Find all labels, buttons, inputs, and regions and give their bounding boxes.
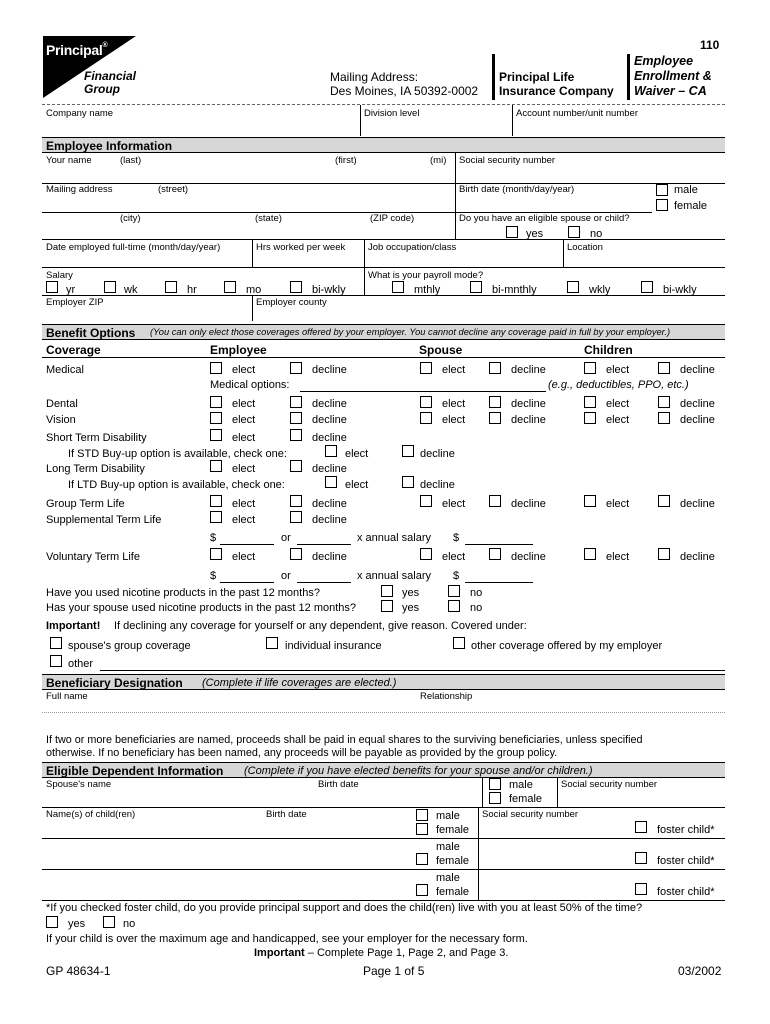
stl-amount-line[interactable]	[220, 544, 274, 545]
elect-label: elect	[606, 364, 630, 376]
supp-term-life-label: Supplemental Term Life	[46, 514, 162, 526]
spouse-group-coverage-checkbox[interactable]	[50, 637, 62, 649]
vision-spouse-elect[interactable]	[420, 412, 432, 424]
annual-salary-label: x annual salary	[357, 570, 431, 582]
individual-insurance-label: individual insurance	[285, 640, 382, 652]
dependents-heading: Eligible Dependent Information	[46, 764, 224, 778]
child1-male-label: male	[436, 810, 460, 822]
nicotine-spouse-question: Has your spouse used nicotine products in the past 12 months?	[46, 602, 357, 614]
child2-female-checkbox[interactable]	[416, 853, 428, 865]
spouse-child-question: Do you have an eligible spouse or child?	[459, 213, 630, 224]
salary-mo-checkbox[interactable]	[224, 281, 236, 293]
account-number-label: Account number/unit number	[516, 108, 638, 119]
vtl-children-elect[interactable]	[584, 548, 596, 560]
dental-children-decline[interactable]	[658, 396, 670, 408]
vision-children-decline[interactable]	[658, 412, 670, 424]
full-name-label: Full name	[46, 691, 88, 702]
stl-employee-elect[interactable]	[210, 511, 222, 523]
elect-label: elect	[606, 398, 630, 410]
child3-foster-checkbox[interactable]	[635, 883, 647, 895]
ltd-employee-elect[interactable]	[210, 460, 222, 472]
dental-employee-decline[interactable]	[290, 396, 302, 408]
mailing-address: Des Moines, IA 50392-0002	[330, 84, 479, 98]
child1-female-checkbox[interactable]	[416, 823, 428, 835]
elect-label: elect	[606, 551, 630, 563]
col-children: Children	[584, 343, 633, 357]
decline-label: decline	[680, 414, 715, 426]
decline-label: decline	[511, 498, 546, 510]
beneficiary-note: (Complete if life coverages are elected.)	[202, 677, 397, 689]
salary-hr-label: hr	[187, 284, 197, 296]
vision-label: Vision	[46, 414, 76, 426]
dollar-sign: $	[453, 532, 460, 544]
elect-label: elect	[442, 414, 466, 426]
vtl-amount-line[interactable]	[220, 582, 274, 583]
gtl-children-elect[interactable]	[584, 495, 596, 507]
salary-mo-label: mo	[246, 284, 262, 296]
nicotine-self-no[interactable]	[448, 585, 460, 597]
dollar-sign: $	[210, 532, 217, 544]
voluntary-term-life-label: Voluntary Term Life	[46, 551, 140, 563]
eligible-no-checkbox[interactable]	[568, 226, 580, 238]
elect-label: elect	[442, 551, 466, 563]
relationship-label: Relationship	[420, 691, 473, 702]
gtl-spouse-elect[interactable]	[420, 495, 432, 507]
elect-label: elect	[232, 398, 256, 410]
payroll-wkly-label: wkly	[589, 284, 611, 296]
beneficiary-paragraph-2: otherwise. If no beneficiary has been named, any proceeds will be payable as provided by the group policy.	[46, 747, 558, 759]
child1-foster-checkbox[interactable]	[635, 821, 647, 833]
dental-label: Dental	[46, 398, 78, 410]
medical-employee-elect[interactable]	[210, 362, 222, 374]
group-term-life-label: Group Term Life	[46, 498, 125, 510]
other-employer-coverage-label: other coverage offered by my employer	[471, 640, 663, 652]
payroll-wkly-checkbox[interactable]	[567, 281, 579, 293]
spouse-ssn-label: Social security number	[561, 779, 658, 790]
decline-label: decline	[511, 551, 546, 563]
gtl-employee-decline[interactable]	[290, 495, 302, 507]
gtl-employee-elect[interactable]	[210, 495, 222, 507]
salary-yr-checkbox[interactable]	[46, 281, 58, 293]
nicotine-spouse-no[interactable]	[448, 600, 460, 612]
employee-female-checkbox[interactable]	[656, 199, 668, 211]
logo-financial-text: Financial	[84, 69, 137, 83]
medical-spouse-elect[interactable]	[420, 362, 432, 374]
std-employee-decline[interactable]	[290, 429, 302, 441]
salary-wk-label: wk	[124, 284, 138, 296]
division-level-label: Division level	[364, 108, 420, 119]
salary-hr-checkbox[interactable]	[165, 281, 177, 293]
dollar-sign: $	[210, 570, 217, 582]
elect-label: elect	[606, 498, 630, 510]
eligible-yes-checkbox[interactable]	[506, 226, 518, 238]
individual-insurance-checkbox[interactable]	[266, 637, 278, 649]
decline-label: decline	[420, 448, 455, 460]
eligible-no-label: no	[590, 228, 603, 240]
decline-label: decline	[511, 364, 546, 376]
street-label: (street)	[158, 184, 189, 195]
gtl-spouse-decline[interactable]	[489, 495, 501, 507]
vtl-spouse-elect[interactable]	[420, 548, 432, 560]
medical-options-example: (e.g., deductibles, PPO, etc.)	[548, 379, 689, 391]
decline-label: decline	[312, 432, 347, 444]
decline-label: decline	[420, 479, 455, 491]
employer-zip-label: Employer ZIP	[46, 297, 104, 308]
elect-label: elect	[345, 479, 369, 491]
ltd-buyup-elect[interactable]	[325, 476, 337, 488]
medical-options-line[interactable]	[300, 391, 546, 392]
spouse-female-label: female	[509, 793, 543, 805]
complete-pages-note: Important – Complete Page 1, Page 2, and Page 3.	[254, 947, 509, 959]
salary-biwkly-checkbox[interactable]	[290, 281, 302, 293]
elect-label: elect	[232, 432, 256, 444]
child1-male-checkbox[interactable]	[416, 809, 428, 821]
employee-male-label: male	[674, 184, 698, 196]
decline-label: decline	[511, 398, 546, 410]
handicapped-note: If your child is over the maximum age and handicapped, see your employer for the necessary form.	[46, 933, 528, 945]
employee-female-label: female	[674, 200, 708, 212]
decline-label: decline	[312, 398, 347, 410]
salary-biwkly-label: bi-wkly	[312, 284, 346, 296]
child2-foster-label: foster child*	[657, 855, 715, 867]
payroll-bimnthly-label: bi-mnthly	[492, 284, 537, 296]
payroll-biwkly-label: bi-wkly	[663, 284, 697, 296]
child3-foster-label: foster child*	[657, 886, 715, 898]
payroll-biwkly-checkbox[interactable]	[641, 281, 653, 293]
job-occupation-label: Job occupation/class	[368, 242, 457, 253]
medical-label: Medical	[46, 364, 84, 376]
elect-label: elect	[232, 498, 256, 510]
std-buyup-decline[interactable]	[402, 445, 414, 457]
benefit-options-heading: Benefit Options	[46, 326, 136, 340]
decline-label: decline	[680, 498, 715, 510]
company-line-1: Principal Life	[499, 70, 575, 84]
stl-employee-decline[interactable]	[290, 511, 302, 523]
foster-no-checkbox[interactable]	[103, 916, 115, 928]
ltd-buyup-decline[interactable]	[402, 476, 414, 488]
form-date: 03/2002	[678, 964, 722, 978]
child1-female-label: female	[436, 824, 470, 836]
elect-label: elect	[442, 364, 466, 376]
elect-label: elect	[232, 514, 256, 526]
stl-spouse-amount-line[interactable]	[465, 544, 533, 545]
form-title-2: Enrollment &	[634, 69, 712, 83]
company-name-label: Company name	[46, 108, 114, 119]
elect-label: elect	[442, 498, 466, 510]
hours-week-label: Hrs worked per week	[256, 242, 346, 253]
annual-salary-label: x annual salary	[357, 532, 431, 544]
salary-label: Salary	[46, 270, 73, 281]
salary-yr-label: yr	[66, 284, 76, 296]
elect-label: elect	[442, 398, 466, 410]
mi-label: (mi)	[430, 155, 447, 166]
spouse-birth-date-label: Birth date	[318, 779, 359, 790]
elect-label: elect	[345, 448, 369, 460]
vtl-employee-decline[interactable]	[290, 548, 302, 560]
other-reason-line[interactable]	[100, 670, 725, 671]
decline-label: decline	[312, 414, 347, 426]
spouse-name-label: Spouse's name	[46, 779, 112, 790]
decline-label: decline	[312, 551, 347, 563]
decline-label: decline	[312, 498, 347, 510]
std-buyup-elect[interactable]	[325, 445, 337, 457]
decline-label: decline	[312, 364, 347, 376]
ltd-buyup-label: If LTD Buy-up option is available, check one:	[68, 479, 285, 491]
stl-multiple-line[interactable]	[297, 544, 351, 545]
zip-label: (ZIP code)	[370, 213, 415, 224]
vtl-multiple-line[interactable]	[297, 582, 351, 583]
decline-label: decline	[680, 398, 715, 410]
location-label: Location	[567, 242, 603, 253]
decline-label: decline	[312, 463, 347, 475]
medical-options-label: Medical options:	[210, 379, 290, 391]
foster-yes-label: yes	[68, 918, 86, 930]
form-title-1: Employee	[634, 54, 694, 68]
vision-employee-decline[interactable]	[290, 412, 302, 424]
child-birth-date-label: Birth date	[266, 809, 307, 820]
form-code: GP 48634-1	[46, 964, 111, 978]
payroll-mthly-checkbox[interactable]	[392, 281, 404, 293]
payroll-mthly-label: mthly	[414, 284, 441, 296]
last-name-label: (last)	[120, 155, 142, 166]
gtl-children-decline[interactable]	[658, 495, 670, 507]
elect-label: elect	[232, 364, 256, 376]
elect-label: elect	[232, 414, 256, 426]
no-label: no	[470, 587, 483, 599]
vision-children-elect[interactable]	[584, 412, 596, 424]
child2-female-label: female	[436, 855, 470, 867]
vision-employee-elect[interactable]	[210, 412, 222, 424]
spouse-group-coverage-label: spouse's group coverage	[68, 640, 191, 652]
dependents-note: (Complete if you have elected benefits for your spouse and/or children.)	[244, 765, 593, 777]
elect-label: elect	[232, 551, 256, 563]
benefit-options-note: (You can only elect those coverages offered by your employer. You cannot decline any coverage paid in full by your employer.)	[150, 327, 671, 337]
vtl-employee-elect[interactable]	[210, 548, 222, 560]
header-divider-1	[492, 54, 495, 100]
or-label: or	[281, 570, 291, 582]
std-buyup-label: If STD Buy-up option is available, check one:	[68, 448, 287, 460]
salary-wk-checkbox[interactable]	[104, 281, 116, 293]
child1-foster-label: foster child*	[657, 824, 715, 836]
spouse-male-checkbox[interactable]	[489, 778, 501, 790]
spouse-female-checkbox[interactable]	[489, 792, 501, 804]
ltd-label: Long Term Disability	[46, 463, 145, 475]
medical-children-decline[interactable]	[658, 362, 670, 374]
decline-label: decline	[680, 364, 715, 376]
mailing-address-label: Mailing Address:	[330, 70, 419, 84]
foster-no-label: no	[123, 918, 136, 930]
dental-spouse-elect[interactable]	[420, 396, 432, 408]
date-employed-label: Date employed full-time (month/day/year)	[46, 242, 221, 253]
nicotine-spouse-yes[interactable]	[381, 600, 393, 612]
other-reason-checkbox[interactable]	[50, 655, 62, 667]
no-label: no	[470, 602, 483, 614]
ssn-label: Social security number	[459, 155, 556, 166]
dental-children-elect[interactable]	[584, 396, 596, 408]
elect-label: elect	[232, 463, 256, 475]
form-number: 110	[700, 38, 720, 52]
city-label: (city)	[120, 213, 141, 224]
vision-spouse-decline[interactable]	[489, 412, 501, 424]
child3-male-label: male	[436, 872, 460, 884]
eligible-yes-label: yes	[526, 228, 544, 240]
birth-date-label: Birth date (month/day/year)	[459, 184, 575, 195]
nicotine-self-question: Have you used nicotine products in the past 12 months?	[46, 587, 320, 599]
decline-label: decline	[511, 414, 546, 426]
company-line-2: Insurance Company	[499, 84, 614, 98]
beneficiary-heading: Beneficiary Designation	[46, 676, 183, 690]
vtl-spouse-amount-line[interactable]	[465, 582, 533, 583]
vtl-children-decline[interactable]	[658, 548, 670, 560]
child2-foster-checkbox[interactable]	[635, 852, 647, 864]
decline-label: decline	[312, 514, 347, 526]
form-title-3: Waiver – CA	[634, 84, 707, 98]
yes-label: yes	[402, 587, 420, 599]
std-label: Short Term Disability	[46, 432, 147, 444]
medical-employee-decline[interactable]	[290, 362, 302, 374]
dental-spouse-decline[interactable]	[489, 396, 501, 408]
col-employee: Employee	[210, 343, 267, 357]
elect-label: elect	[606, 414, 630, 426]
vtl-spouse-decline[interactable]	[489, 548, 501, 560]
other-reason-label: other	[68, 658, 94, 670]
logo-principal-text: Principal®	[46, 42, 108, 58]
beneficiary-paragraph-1: If two or more beneficiaries are named, proceeds shall be paid in equal shares to the surviving beneficiaries, unless specified	[46, 734, 643, 746]
col-coverage: Coverage	[46, 343, 101, 357]
your-name-label: Your name	[46, 155, 92, 166]
foster-yes-checkbox[interactable]	[46, 916, 58, 928]
nicotine-self-yes[interactable]	[381, 585, 393, 597]
dental-employee-elect[interactable]	[210, 396, 222, 408]
child-ssn-label: Social security number	[482, 809, 579, 820]
dollar-sign: $	[453, 570, 460, 582]
medical-children-elect[interactable]	[584, 362, 596, 374]
yes-label: yes	[402, 602, 420, 614]
important-label: Important!	[46, 620, 101, 632]
important-text: If declining any coverage for yourself or any dependent, give reason. Covered under:	[114, 620, 527, 632]
mailing-address-field-label: Mailing address	[46, 184, 113, 195]
or-label: or	[281, 532, 291, 544]
child2-male-label: male	[436, 841, 460, 853]
child3-female-label: female	[436, 886, 470, 898]
logo-group-text: Group	[84, 82, 120, 96]
employee-info-heading: Employee Information	[46, 139, 173, 153]
employee-male-checkbox[interactable]	[656, 184, 668, 196]
ltd-employee-decline[interactable]	[290, 460, 302, 472]
std-employee-elect[interactable]	[210, 429, 222, 441]
first-name-label: (first)	[335, 155, 357, 166]
payroll-mode-question: What is your payroll mode?	[368, 270, 484, 281]
child3-female-checkbox[interactable]	[416, 884, 428, 896]
children-names-label: Name(s) of child(ren)	[46, 809, 136, 820]
spouse-male-label: male	[509, 779, 533, 791]
header-divider-2	[627, 54, 630, 100]
payroll-bimnthly-checkbox[interactable]	[470, 281, 482, 293]
decline-label: decline	[680, 551, 715, 563]
medical-spouse-decline[interactable]	[489, 362, 501, 374]
page-number: Page 1 of 5	[363, 964, 425, 978]
foster-question: *If you checked foster child, do you provide principal support and does the child(ren) live with you at least 50% of the time?	[46, 902, 643, 914]
state-label: (state)	[255, 213, 282, 224]
other-employer-coverage-checkbox[interactable]	[453, 637, 465, 649]
employer-county-label: Employer county	[256, 297, 327, 308]
col-spouse: Spouse	[419, 343, 463, 357]
